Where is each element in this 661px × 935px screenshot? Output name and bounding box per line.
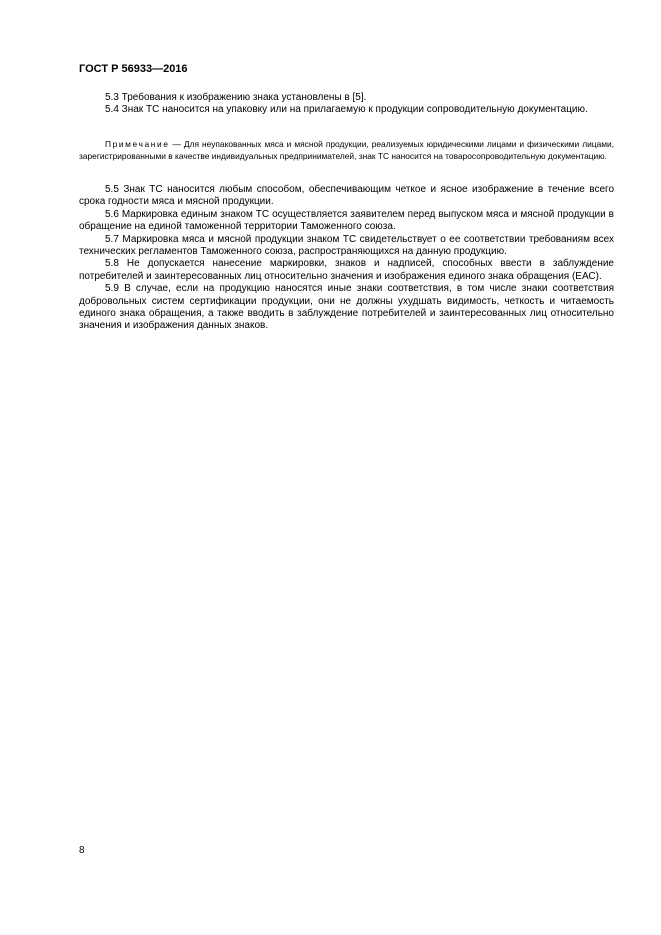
page-number: 8	[79, 845, 85, 856]
paragraph-5-7: 5.7 Маркировка мяса и мясной продукции знаком ТС свидетельствует о ее соответствии требованиям всех технических регламентов Таможенного союза, распространяющихся на данную продукцию.	[79, 233, 614, 258]
paragraph-5-4: 5.4 Знак ТС наносится на упаковку или на прилагаемую к продукции сопроводительную документацию.	[105, 104, 588, 116]
document-header: ГОСТ Р 56933—2016	[79, 63, 188, 75]
note-section	[79, 139, 614, 162]
note-text: — Для неупакованных мяса и мясной продукции, реализуемых юридическими лицами и физическими лицами, зарегистрированными в качестве индивидуальных предпринимателей, знак ТС наносится на товаросопроводительную документацию.	[79, 139, 614, 161]
note	[79, 139, 614, 162]
note-label: Примечание	[105, 139, 170, 149]
body-section-b	[79, 184, 614, 333]
paragraph-5-3: 5.3 Требования к изображению знака установлены в [5].	[105, 92, 367, 103]
body-section-a	[79, 92, 614, 117]
paragraph-5-9: 5.9 В случае, если на продукцию наносятся иные знаки соответствия, в том числе знаки соответствия добровольных систем сертификации продукции, они не должны ухудшать видимость, четкость и читаемость единого знака обращения, а также вводить в заблуждение потребителей и заинтересованных лиц относительно значения и изображения данных знаков.	[79, 283, 614, 332]
paragraph-5-6: 5.6 Маркировка единым знаком ТС осуществляется заявителем перед выпуском мяса и мясной продукции в обращение на единой таможенной территории Таможенного союза.	[79, 208, 614, 233]
paragraph-5-8: 5.8 Не допускается нанесение маркировки, знаков и надписей, способных ввести в заблуждение потребителей и заинтересованных лиц относительно значения и изображения единого знака обращения (ЕАС).	[79, 258, 614, 282]
paragraph-5-5: 5.5 Знак ТС наносится любым способом, обеспечивающим четкое и ясное изображение в течение всего срока годности мяса и мясной продукции.	[79, 184, 614, 208]
